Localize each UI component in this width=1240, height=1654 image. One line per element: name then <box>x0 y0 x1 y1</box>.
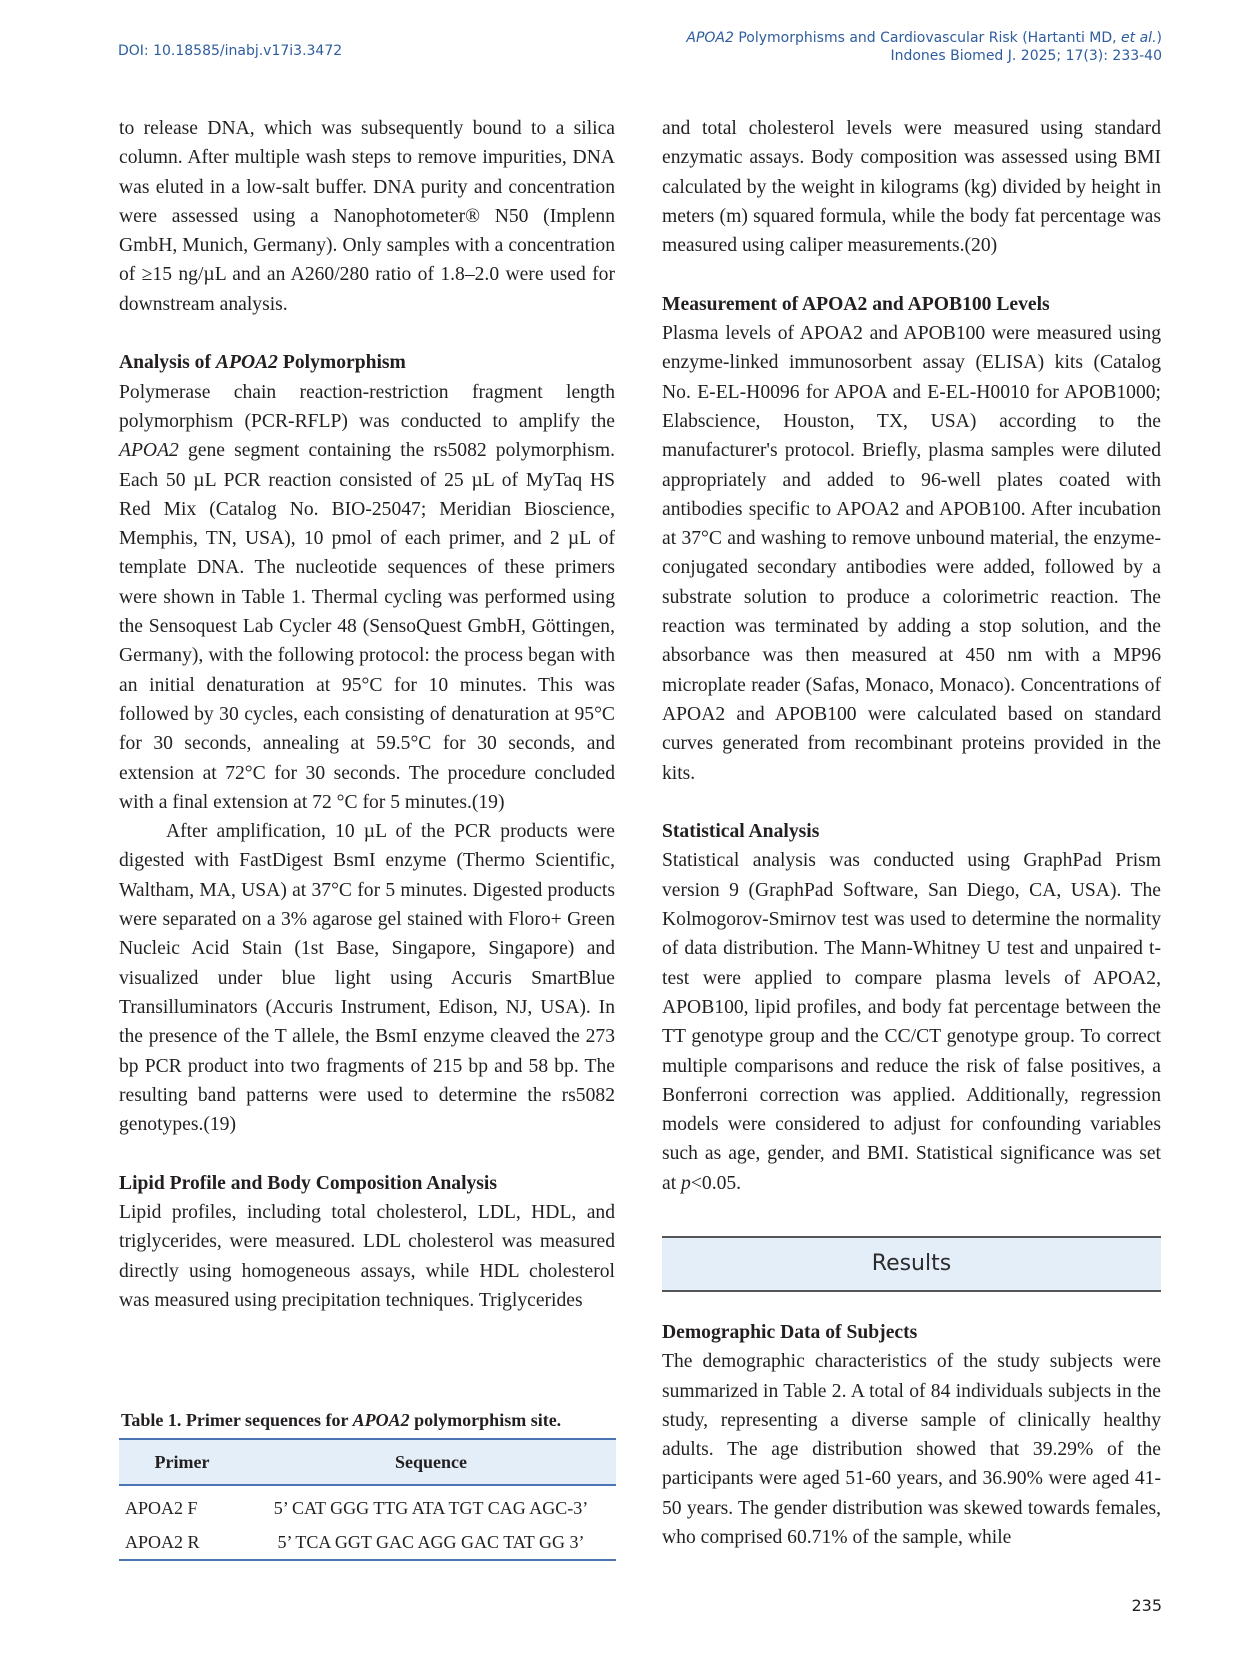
page-number: 235 <box>1131 1596 1162 1615</box>
results-section-banner <box>662 1236 1161 1292</box>
heading-demographic: Demographic Data of Subjects <box>662 1322 918 1343</box>
paragraph-dna-extraction: to release DNA, which was subsequently bound to a silica column. After multiple wash steps to remove impurities, DNA was eluted in a low-salt buffer. DNA purity and concentration were assessed using a Nanophotometer® N50 (Implenn GmbH, Munich, Germany). Only samples with a concentration of ≥15 ng/µL and an A260/280 ratio of 1.8–2.0 were used for downstream analysis. <box>119 118 615 315</box>
demographic-section <box>662 1318 1161 1552</box>
table-row <box>119 1485 616 1525</box>
heading-measurement: Measurement of APOA2 and APOB100 Levels <box>662 293 1050 315</box>
table-cell-primer: APOA2 R <box>119 1525 246 1560</box>
results-title: Results <box>871 1251 952 1276</box>
table-cell-sequence: 5’ CAT GGG TTG ATA TGT CAG AGC-3’ <box>273 1497 589 1518</box>
table-row <box>119 1525 616 1560</box>
paragraph-pcr: Polymerase chain reaction-restriction fragment length polymorphism (PCR-RFLP) was conducted to amplify the APOA2 gene segment containing the rs5082 polymorphism. Each 50 µL PCR reaction consisted of 25 µL of MyTaq HS Red Mix (Catalog No. BIO-25047; Meridian Bioscience, Memphis, TN, USA), 10 pmol of each primer, and 2 µL of template DNA. The nucleotide sequences of these primers were shown in Table 1. Thermal cycling was performed using the Sensoquest Lab Cycler 48 (SensoQuest GmbH, Göttingen, Germany), with the following protocol: the process began with an initial denaturation at 95°C for 10 minutes. This was followed by 30 cycles, each consisting of denaturation at 95°C for 30 seconds, annealing at 59.5°C for 30 seconds, and extension at 72°C for 30 seconds. The procedure concluded with a final extension at 72 °C for 5 minutes.(19) <box>119 381 615 813</box>
paragraph-statistical-analysis: Statistical analysis was conducted using GraphPad Prism version 9 (GraphPad Software, San Diego, CA, USA). The Kolmogorov-Smirnov test was used to determine the normality of data distribution. The Mann-Whitney U test and unpaired t-test were applied to compare plasma levels of APOA2, APOB100, lipid profiles, and body fat percentage between the TT genotype group and the CC/CT genotype group. To correct multiple comparisons and reduce the risk of false positives, a Bonferroni correction was applied. Additionally, regression models were considered to adjust for confounding variables such as age, gender, and BMI. Statistical significance was set at p<0.05. <box>662 850 1161 1194</box>
running-header <box>686 29 1162 65</box>
heading-apoa2-analysis: Analysis of APOA2 Polymorphism <box>119 352 406 374</box>
paragraph-measurement: Plasma levels of APOA2 and APOB100 were measured using enzyme-linked immunosorbent assay (ELISA) kits (Catalog No. E-EL-H0096 for APOA and E-EL-H0010 for APOB1000; Elabscience, Houston, TX, USA) according to the manufacturer's protocol. Briefly, plasma samples were diluted appropriately and added to 96-well plates coated with antibodies specific to APOA2 and APOB100. After incubation at 37°C and washing to remove unbound material, the enzyme-conjugated secondary antibodies were added, followed by a substrate solution to produce a colorimetric reaction. The reaction was terminated by adding a stop solution, and the absorbance was then measured at 450 nm with a MP96 microplate reader (Safas, Monaco, Monaco). Concentrations of APOA2 and APOB100 were calculated based on standard curves generated from recombinant proteins provided in the kits. <box>662 323 1161 784</box>
paragraph-cholesterol: and total cholesterol levels were measured using standard enzymatic assays. Body composition was assessed using BMI calculated by the weight in kilograms (kg) divided by height in meters (m) squared formula, while the body fat percentage was measured using caliper measurements.(20) <box>662 118 1161 257</box>
paragraph-lipid-profile: Lipid profiles, including total cholesterol, LDL, HDL, and triglycerides, were measured. LDL cholesterol was measured directly using homogeneous assays, while HDL cholesterol was measured using precipitation techniques. Triglycerides <box>119 1201 615 1311</box>
heading-lipid-profile: Lipid Profile and Body Composition Analysis <box>119 1172 498 1194</box>
doi: DOI: 10.18585/inabj.v17i3.3472 <box>118 43 343 59</box>
journal-citation: Indones Biomed J. 2025; 17(3): 233-40 <box>890 48 1162 64</box>
right-column <box>662 114 1161 1198</box>
paragraph-demographic: The demographic characteristics of the study subjects were summarized in Table 2. A total of 84 individuals subjects in the study, representing a diverse sample of clinically healthy adults. The age distribution showed that 39.29% of the participants were aged 51-60 years, and 36.90% were aged 41-50 years. The gender distribution was skewed towards females, who comprised 60.71% of the sample, while <box>662 1351 1161 1549</box>
running-title: APOA2 Polymorphisms and Cardiovascular Risk (Hartanti MD, et al.) <box>686 30 1162 46</box>
heading-statistical-analysis: Statistical Analysis <box>662 821 820 843</box>
paragraph-digestion: After amplification, 10 µL of the PCR products were digested with FastDigest BsmI enzyme (Thermo Scientific, Waltham, MA, USA) at 37°C for 5 minutes. Digested products were separated on a 3% agarose gel stained with Floro+ Green Nucleic Acid Stain (1st Base, Singapore, Singapore) and visualized under blue light using Accuris SmartBlue Transilluminators (Accuris Instrument, Edison, NJ, USA). In the presence of the T allele, the BsmI enzyme cleaved the 273 bp PCR product into two fragments of 215 bp and 58 bp. The resulting band patterns were used to determine the rs5082 genotypes.(19) <box>119 821 615 1136</box>
primer-table <box>119 1438 616 1561</box>
table-header-primer: Primer <box>119 1439 246 1485</box>
left-column <box>119 114 615 1315</box>
table1-caption: Table 1. Primer sequences for APOA2 polymorphism site. <box>121 1410 562 1430</box>
table-cell-primer: APOA2 F <box>125 1497 198 1518</box>
table-header-sequence: Sequence <box>246 1439 616 1485</box>
table-cell-sequence: 5’ TCA GGT GAC AGG GAC TAT GG 3’ <box>246 1525 616 1560</box>
